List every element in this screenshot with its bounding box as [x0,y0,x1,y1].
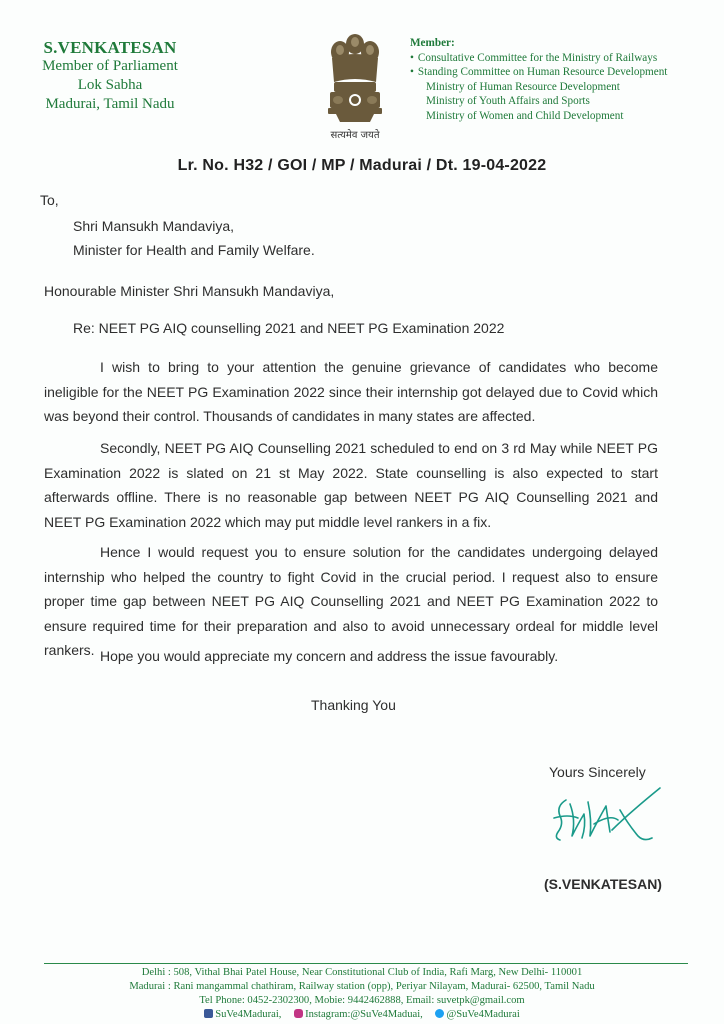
sender-title: Member of Parliament [42,58,178,74]
facebook-icon [204,1009,213,1018]
sender-house: Lok Sabha [77,77,143,93]
paragraph-text: Hence I would request you to ensure solution for the candidates undergoing delayed internship who helped the country to fight Covid in the crucial period. I request also to ensure proper time gap between NEET PG AIQ Counselling 2021 and NEET PG Examination 2022 to ensure required time for their preparation and also to avoid unnecessary ordeal for middle level rankers. [44,544,658,658]
paragraph-text: Hope you would appreciate my concern and address the issue favourably. [100,648,559,664]
sender-place: Madurai, Tamil Nadu [45,96,175,112]
emblem-motto: सत्यमेव जयते [330,130,380,141]
handwritten-signature [548,780,668,860]
madurai-address: Madurai : Rani mangammal chathiram, Railway station (opp), Periyar Nilayam, Madurai- 62500, Tamil Nadu [129,981,595,992]
contact-line: Tel Phone: 0452-2302300, Mobie: 9442462888, Email: suvetpk@gmail.com [199,995,525,1006]
footer-divider [44,963,688,964]
to-line: To, [40,192,59,208]
salutation: Honourable Minister Shri Mansukh Mandaviya, [44,283,335,299]
body-paragraph-4 [44,644,658,669]
body-paragraph-1 [44,355,658,429]
footer [0,966,724,1022]
body-paragraph-2 [44,436,658,534]
instagram-handle: Instagram:@SuVe4Maduai, [294,1009,423,1020]
thanking-line: Thanking You [311,697,396,713]
lion-capital-icon [322,30,388,122]
letter-reference: Lr. No. H32 / GOI / MP / Madurai / Dt. 19-04-2022 [177,157,547,174]
closing-line: Yours Sincerely [549,764,646,780]
ministry-item: Ministry of Youth Affairs and Sports [426,95,590,107]
sender-name: S.VENKATESAN [43,38,177,57]
social-handles [0,1008,724,1022]
paragraph-text: I wish to bring to your attention the genuine grievance of candidates who become ineligible for the NEET PG Examination 2022 since their internship got delayed due to Covid which was beyond their control. Thousands of candidates in many states are affected. [44,359,658,424]
signatory-name: (S.VENKATESAN) [544,876,662,892]
subject-line: Re: NEET PG AIQ counselling 2021 and NEET PG Examination 2022 [73,320,505,336]
committee-item: • Consultative Committee for the Ministry of Railways [410,51,710,66]
national-emblem [320,30,390,142]
twitter-icon [435,1009,444,1018]
instagram-icon [294,1009,303,1018]
committee-item: • Standing Committee on Human Resource Development [410,65,710,80]
facebook-handle: SuVe4Madurai, [204,1009,281,1020]
ministry-item: Ministry of Women and Child Development [426,109,624,122]
membership-block [410,36,710,123]
recipient-name: Shri Mansukh Mandaviya, [73,218,235,234]
twitter-handle: @SuVe4Madurai [435,1009,519,1020]
ministry-item: Ministry of Human Resource Development [426,80,620,93]
member-heading: Member: [410,37,455,49]
paragraph-text: Secondly, NEET PG AIQ Counselling 2021 scheduled to end on 3 rd May while NEET PG Examination 2022 is slated on 21 st May 2022. State counselling is also expected to start afterwards offline. There is no reasonable gap between NEET PG AIQ Counselling 2021 and NEET PG Examination 2022 which may put middle level rankers in a fix. [44,440,658,530]
sender-block [30,38,190,114]
delhi-address: Delhi : 508, Vithal Bhai Patel House, Near Constitutional Club of India, Rafi Marg, New Delhi- 110001 [141,967,583,978]
recipient-title: Minister for Health and Family Welfare. [73,242,315,258]
